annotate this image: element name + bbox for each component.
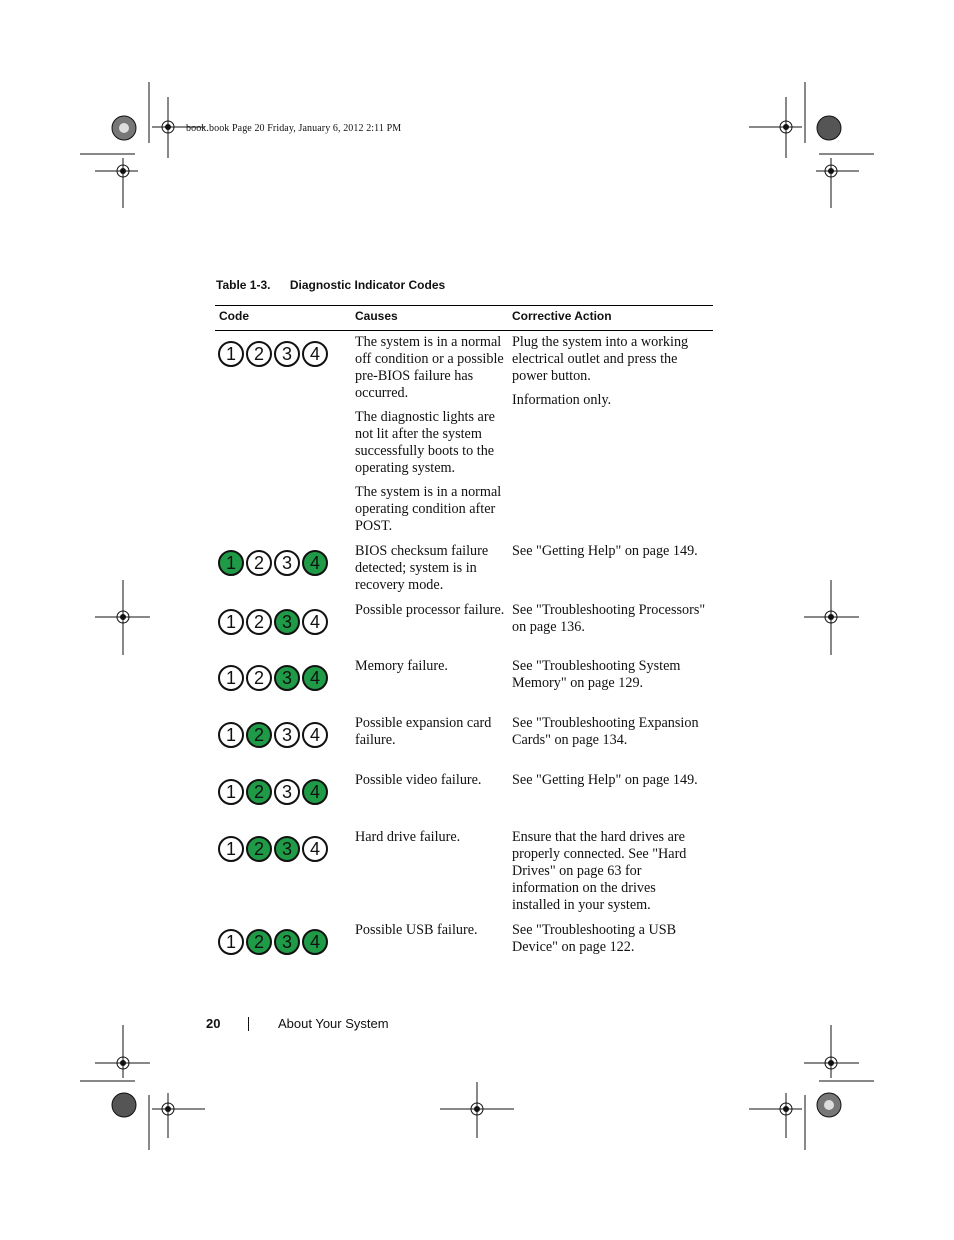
action-text: See "Troubleshooting System Memory" on page 129. <box>512 658 681 691</box>
indicator-light-1-off: 1 <box>218 665 244 691</box>
cause-text: Memory failure. <box>355 658 448 674</box>
action-text: See "Getting Help" on page 149. <box>512 543 698 559</box>
causes-cell <box>355 658 505 682</box>
action-text: See "Troubleshooting a USB Device" on page 122. <box>512 922 677 955</box>
indicator-light-2-on: 2 <box>246 722 272 748</box>
action-text: See "Troubleshooting Processors" on page 136. <box>512 602 706 635</box>
cause-text: Possible expansion card failure. <box>355 715 492 748</box>
indicator-light-2-on: 2 <box>246 929 272 955</box>
indicator-light-1-off: 1 <box>218 779 244 805</box>
diagnostic-lights <box>218 722 330 748</box>
action-text: Plug the system into a working electrical outlet and press the power button. <box>512 334 689 384</box>
diagnostic-lights <box>218 550 330 576</box>
indicator-light-3-on: 3 <box>274 665 300 691</box>
action-cell <box>512 334 707 416</box>
cause-text: The diagnostic lights are not lit after the system successfully boots to the operating system. <box>355 409 495 476</box>
action-text: See "Getting Help" on page 149. <box>512 772 698 788</box>
indicator-light-3-off: 3 <box>274 341 300 367</box>
indicator-light-3-off: 3 <box>274 779 300 805</box>
indicator-light-2-off: 2 <box>246 665 272 691</box>
indicator-light-4-off: 4 <box>302 836 328 862</box>
causes-cell <box>355 543 505 601</box>
indicator-light-1-off: 1 <box>218 929 244 955</box>
diagnostic-lights <box>218 836 330 862</box>
indicator-light-2-on: 2 <box>246 836 272 862</box>
causes-cell <box>355 602 505 626</box>
action-cell <box>512 922 707 963</box>
cause-text: BIOS checksum failure detected; system is in recovery mode. <box>355 543 489 593</box>
indicator-light-3-off: 3 <box>274 722 300 748</box>
indicator-light-4-off: 4 <box>302 722 328 748</box>
causes-cell <box>355 334 505 542</box>
cause-text: Possible video failure. <box>355 772 482 788</box>
action-cell <box>512 772 707 796</box>
print-header-note: book.book Page 20 Friday, January 6, 2012 2:11 PM <box>186 123 402 134</box>
cause-text: The system is in a normal operating condition after POST. <box>355 484 502 534</box>
column-header-causes: Causes <box>355 309 398 323</box>
indicator-light-4-on: 4 <box>302 929 328 955</box>
table-caption <box>216 278 445 292</box>
indicator-light-2-on: 2 <box>246 779 272 805</box>
causes-cell <box>355 922 505 946</box>
table-header-rule <box>215 330 713 331</box>
indicator-light-1-on: 1 <box>218 550 244 576</box>
indicator-light-2-off: 2 <box>246 341 272 367</box>
action-cell <box>512 715 707 756</box>
indicator-light-4-off: 4 <box>302 341 328 367</box>
footer-section-title: About Your System <box>278 1016 389 1031</box>
action-cell <box>512 658 707 699</box>
action-cell <box>512 829 707 921</box>
indicator-light-1-off: 1 <box>218 836 244 862</box>
indicator-light-1-off: 1 <box>218 341 244 367</box>
indicator-light-1-off: 1 <box>218 722 244 748</box>
causes-cell <box>355 829 505 853</box>
indicator-light-3-on: 3 <box>274 929 300 955</box>
diagnostic-lights <box>218 929 330 955</box>
indicator-light-4-on: 4 <box>302 550 328 576</box>
cause-text: Possible processor failure. <box>355 602 505 618</box>
indicator-light-3-on: 3 <box>274 836 300 862</box>
column-header-code: Code <box>219 309 249 323</box>
action-cell <box>512 543 707 567</box>
page-number: 20 <box>206 1016 221 1031</box>
diagnostic-lights <box>218 779 330 805</box>
indicator-light-3-off: 3 <box>274 550 300 576</box>
indicator-light-4-off: 4 <box>302 609 328 635</box>
table-top-rule <box>215 305 713 306</box>
cause-text: The system is in a normal off condition or a possible pre-BIOS failure has occurred. <box>355 334 504 401</box>
action-cell <box>512 602 707 643</box>
indicator-light-1-off: 1 <box>218 609 244 635</box>
cause-text: Possible USB failure. <box>355 922 478 938</box>
action-text: See "Troubleshooting Expansion Cards" on page 134. <box>512 715 699 748</box>
indicator-light-4-on: 4 <box>302 665 328 691</box>
cause-text: Hard drive failure. <box>355 829 461 845</box>
indicator-light-2-off: 2 <box>246 550 272 576</box>
indicator-light-3-on: 3 <box>274 609 300 635</box>
diagnostic-lights <box>218 609 330 635</box>
diagnostic-lights <box>218 341 330 367</box>
action-text: Information only. <box>512 392 612 408</box>
indicator-light-2-off: 2 <box>246 609 272 635</box>
indicator-light-4-on: 4 <box>302 779 328 805</box>
table-caption-title: Diagnostic Indicator Codes <box>289 278 446 292</box>
diagnostic-lights <box>218 665 330 691</box>
column-header-action: Corrective Action <box>512 309 612 323</box>
causes-cell <box>355 772 505 796</box>
action-text: Ensure that the hard drives are properly connected. See "Hard Drives" on page 63 for information on the drives installed in your system. <box>512 829 687 913</box>
causes-cell <box>355 715 505 756</box>
footer-separator <box>248 1017 249 1031</box>
table-caption-number: Table 1-3. <box>216 278 271 292</box>
